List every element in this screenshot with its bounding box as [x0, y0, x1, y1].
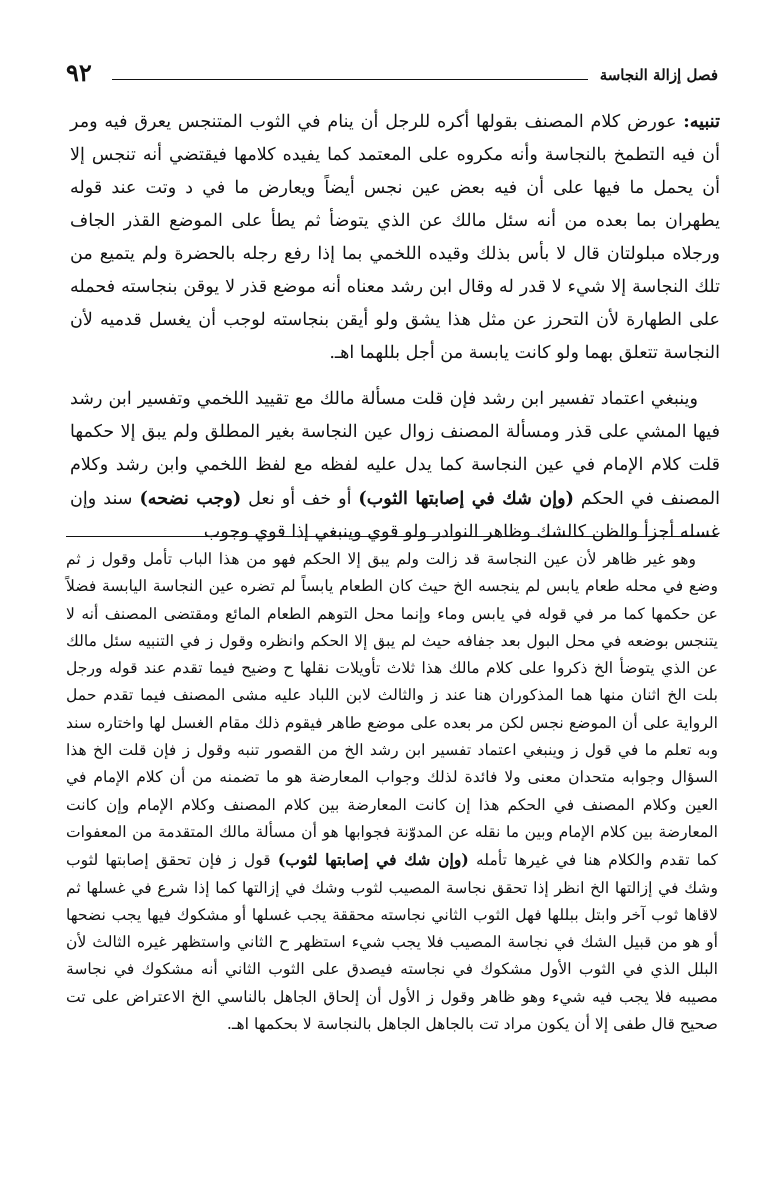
commentary-text-c: سند وإن غسله أجزأ والظن كالشك وظاهر النوادر ولو قوي وينبغي إذا قوي وجوب: [70, 489, 720, 542]
paragraph-tanbih: [70, 105, 720, 370]
footnote-text-b: قول ز فإن تحقق إصابتها لثوب وشك في إزالتها الخ انظر إذا تحقق نجاسة المصيب لثوب وشك في إزالتها كما إذا شرع في غسلها ثم لاقاها ثوب آخر وابتل ببللها فهل الثوب الثاني نجاسته محققة يجب غسلها أو مشكوك فيها يجب نضحها أو هو من قبيل الشك في نجاسة المصيب فلا يجب شيء استظهر ح الثاني واستظهر غيره الثالث لأن البلل الذي في الثوب الأول مشكوك في نجاسته فيصدق على الثوب الثاني أنه مشكوك في نجاسة مصيبه فلا يجب فيه شيء وهو ظاهر وقول ز الأول أن إلحاق الجاهل بالناسي الخ الاعتراض على تت صحيح قال طفى إلا أن يكون مراد تت بالجاهل الجاهل بالنجاسة لا بحكمها اهـ.: [66, 851, 718, 1034]
footnote-text-a: وهو غير ظاهر لأن عين النجاسة قد زالت ولم يبق إلا الحكم فهو من هذا الباب تأمل وقول ز ثم وضع في محله طعام يابس لم ينجسه الخ حيث كان الطعام يابساً لم تضره عين النجاسة اليابسة فضلاً عن حكمها كما مر في قوله في يابس وماء وإنما محل التوهم الطعام المائع ومقتضى المصنف أنه لا يتنجس بوضعه في محل البول بعد جفافه حيث لم يبق إلا الحكم وانظره وقول ز في التنبيه سئل مالك عن الذي يتوضأ الخ ذكروا على كلام مالك هذا ثلاث تأويلات نقلها ح وضيح فيما تقدم عند قوله ورجل بلت الخ اثنان منها هما المذكوران هنا عند ز والثالث لابن اللباد عليه مشى المصنف فيما تقدم حمل الرواية على أن الموضع نجس لكن مر بعده على موضع طاهر فيقوم ذلك مقام الغسل لها واختاره سند وبه تعلم ما في قول ز وينبغي اعتماد تفسير ابن رشد الخ من القصور تنبه وقول ز فإن قلت الخ هذا السؤال وجوابه متحدان معنى ولا فائدة لذلك وجواب المعارضة هو ما تضمنه من أن كلام الإمام في العين وكلام المصنف في الحكم هذا إن كانت المعارضة بين كلام المصنف وكلام الإمام وإن كانت المعارضة بين كلام الإمام وبين ما نقله عن المدوّنة فجوابها هو أن مسألة مالك المتقدمة من المعفوات كما تقدم والكلام هنا في غيرها تأمله: [66, 550, 718, 870]
paragraph-tanbih-text: عورض كلام المصنف بقولها أكره للرجل أن ينام في الثوب المتنجس يعرق فيه ومر أن فيه التطمخ بالنجاسة وأنه مكروه على المعتمد كما يفيده كلامها فيقتضي أنه تنجس إلا أن يحمل ما فيها على أن فيه بعض عين نجس أيضاً ويعارض ما في د وتت عند قوله يطهران بما بعده من أنه سئل مالك عن الذي يتوضأ ثم يطأ على الموضع القذر الجاف ورجلاه مبلولتان قال لا بأس بذلك وقيده اللخمي بما إذا رفع رجله بالحضرة ولم يتميع من تلك النجاسة إلا شيء لا قدر له وقال ابن رشد معناه أنه موضع قذر لا يوقن بنجاسته فحمله على الطهارة لأن التحرز عن مثل هذا يشق ولو أيقن بنجاسته لوجب أن يغسل قدميه لأن النجاسة تتعلق بهما ولو كانت يابسة من أجل بللهما اهـ.: [70, 112, 720, 363]
matn-quote-1: (وإن شك في إصابتها الثوب): [358, 488, 574, 509]
header-rule: [112, 79, 588, 80]
tanbih-label: تنبيه:: [683, 111, 721, 132]
page-header: [66, 58, 718, 92]
running-title: فصل إزالة النجاسة: [599, 66, 718, 84]
main-text: [70, 105, 720, 562]
page-number: ٩٢: [66, 58, 92, 87]
footnote-text: [66, 546, 718, 1038]
matn-quote-2: (وجب نضحه): [139, 488, 242, 509]
commentary-text-a: وينبغي اعتماد تفسير ابن رشد فإن قلت مسألة مالك مع تقييد اللخمي وتفسير ابن رشد فيها المشي على قذر ومسألة المصنف زوال عين النجاسة بغير المطلق ولم يبق إلا حكمها قلت كلام الإمام في عين النجاسة كما يدل عليه لفظه مع لفظ اللخمي وابن رشد وكلام المصنف في الحكم: [70, 389, 721, 509]
footnote-paragraph: [66, 546, 718, 1038]
footnote-divider: [66, 536, 718, 537]
commentary-text-b: أو خف أو نعل: [248, 489, 352, 509]
paragraph-commentary: [70, 383, 720, 549]
footnote-matn-quote: (وإن شك في إصابتها لثوب): [277, 850, 469, 870]
